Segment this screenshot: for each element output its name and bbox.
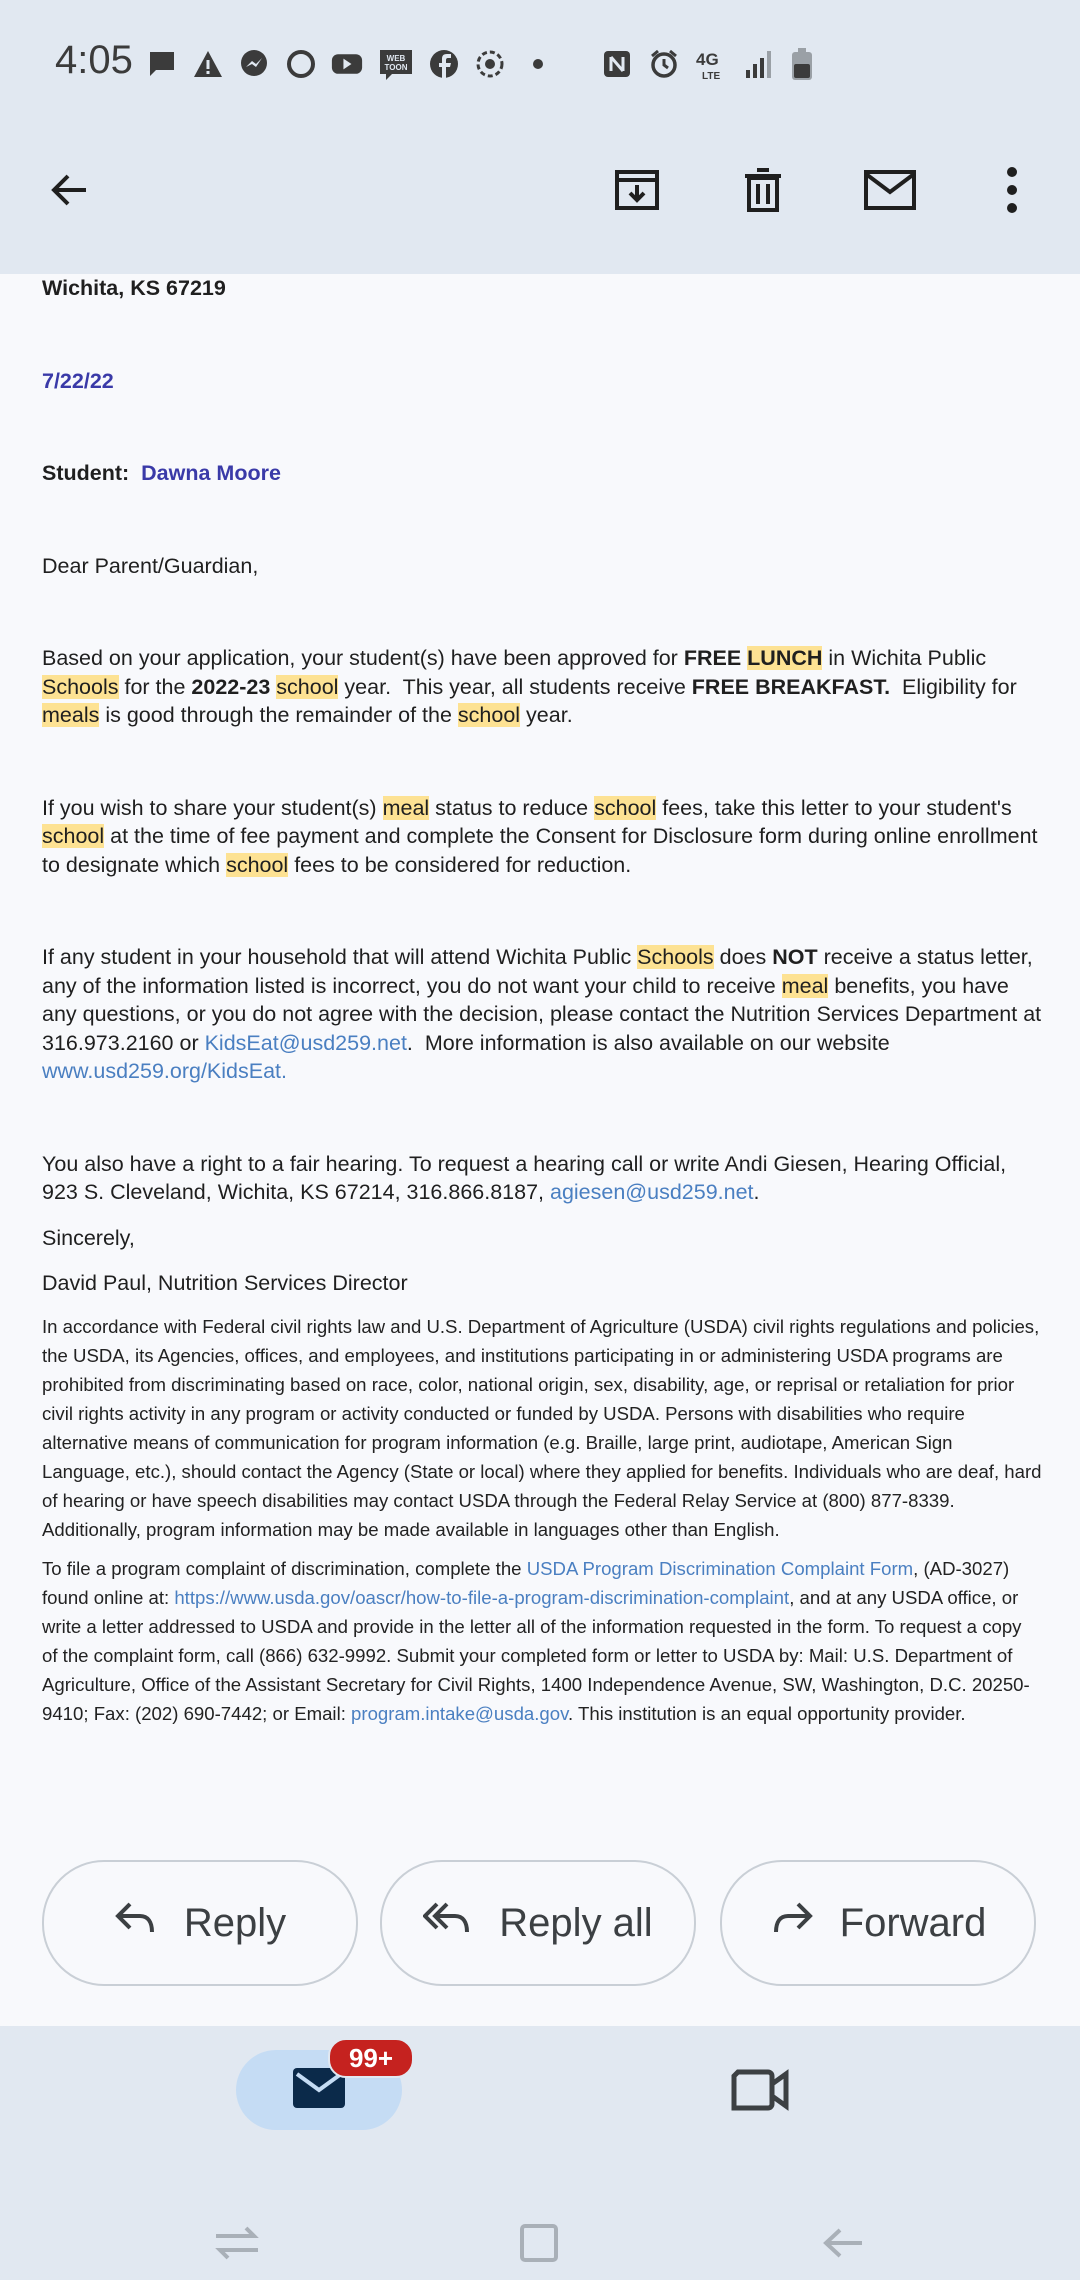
photos-icon — [474, 48, 506, 80]
search-highlight: LUNCH — [747, 646, 823, 670]
search-highlight: school — [594, 795, 657, 820]
signal-icon — [744, 48, 776, 80]
trash-icon[interactable] — [723, 150, 803, 230]
text: . More information is also available on our website — [406, 1030, 896, 1055]
closing: Sincerely, — [42, 1225, 135, 1250]
complaint-form-link[interactable]: USDA Program Discrimination Complaint Form — [526, 1557, 914, 1579]
text: . This institution is an equal opportunity provider. — [568, 1702, 966, 1724]
text: in Wichita Public — [822, 646, 993, 670]
text-bold: 2022-23 — [191, 674, 271, 699]
text: , (AD-3027) found online at: — [42, 1557, 1015, 1608]
forward-button[interactable] — [720, 1860, 1036, 1986]
usda-email-link[interactable]: program.intake@usda.gov — [351, 1702, 569, 1724]
paragraph-fee-reduction — [42, 794, 1042, 880]
text-bold: FREE — [683, 646, 748, 670]
text: at the time of fee payment and complete the Consent for Disclosure form during online enrollment to designate which — [42, 824, 1044, 877]
usda-url-link[interactable]: https://www.usda.gov/oascr/how-to-file-a-program-discrimination-complaint — [174, 1586, 790, 1608]
text: Eligibility for — [890, 674, 1023, 699]
text: for the — [118, 674, 192, 699]
text: To file a program complaint of discrimination, complete the — [42, 1557, 527, 1579]
address-line: Wichita, KS 67219 — [42, 276, 226, 300]
text: receive a status letter, any of the information listed is incorrect, you do not want your child to receive — [42, 945, 1039, 998]
search-highlight: meal — [382, 795, 430, 820]
text: year. This year, all students receive — [338, 674, 692, 699]
text: fees, take this letter to your student's — [656, 795, 1018, 820]
webtoon-icon — [378, 48, 414, 80]
youtube-icon — [331, 48, 363, 80]
top-app-area — [0, 0, 1080, 274]
circle-app-icon — [285, 48, 317, 80]
signature: David Paul, Nutrition Services Director — [42, 1271, 408, 1295]
complaint-statement — [42, 1554, 1042, 1728]
email-body — [42, 274, 1048, 1728]
forward-label: Forward — [839, 1900, 987, 1945]
video-camera-icon — [728, 2105, 792, 2122]
search-highlight: Schools — [637, 945, 714, 969]
search-highlight: Schools — [42, 674, 119, 699]
student-line — [42, 459, 1042, 488]
text: Based on your application, your student(s) have been approved for — [42, 646, 684, 670]
bottom-navigation — [0, 2026, 1080, 2280]
paragraph-hearing — [42, 1150, 1042, 1207]
more-vert-icon[interactable] — [972, 150, 1052, 230]
status-time: 4:05 — [55, 38, 133, 82]
svg-text:TOON: TOON — [384, 63, 408, 72]
text: fees to be considered for reduction. — [288, 852, 632, 877]
svg-text:WEB: WEB — [386, 54, 406, 63]
reply-label: Reply — [183, 1900, 287, 1945]
alarm-icon — [648, 48, 680, 80]
student-name: Dawna Moore — [141, 461, 281, 485]
alert-icon — [192, 48, 224, 80]
status-bar — [0, 0, 1080, 130]
4g-lte-icon — [694, 48, 734, 80]
recent-apps-icon[interactable] — [212, 2218, 262, 2268]
text: You also have a right to a fair hearing. To request a hearing call or write Andi Giesen, Hearing Official, 923 S. Cleveland, Wichita, KS 67214, 316.866.8187, — [42, 1151, 1013, 1204]
messenger-icon — [238, 48, 270, 80]
text: If you wish to share your student(s) — [42, 795, 383, 820]
reply-icon — [114, 1898, 158, 1948]
search-highlight: school — [42, 824, 105, 848]
message-icon — [146, 48, 178, 80]
svg-text:LTE: LTE — [702, 71, 721, 81]
reply-all-button[interactable] — [380, 1860, 696, 1986]
text-bold: NOT — [772, 945, 818, 969]
text: benefits, you have any questions, or you do not agree with the decision, please contact the Nutrition Services Department at 316.973.2160 or — [42, 973, 1048, 1055]
text: is good through the remainder of the — [99, 703, 458, 727]
home-button-icon[interactable] — [514, 2218, 564, 2268]
text: If any student in your household that will attend Wichita Public — [42, 945, 638, 969]
text: . — [753, 1180, 760, 1204]
greeting: Dear Parent/Guardian, — [42, 553, 259, 578]
nfc-icon — [601, 48, 633, 80]
search-highlight: meals — [42, 703, 100, 727]
facebook-icon — [428, 48, 460, 80]
reply-all-label: Reply all — [499, 1900, 653, 1945]
reply-all-icon — [423, 1898, 473, 1948]
paragraph-contact — [42, 943, 1048, 1086]
arrow-back-icon[interactable] — [30, 150, 110, 230]
search-highlight: school — [226, 852, 289, 877]
text: does — [713, 945, 773, 969]
text-bold: FREE BREAKFAST. — [691, 674, 891, 699]
website-link[interactable]: www.usd259.org/KidsEat. — [42, 1059, 287, 1083]
search-highlight: school — [276, 674, 339, 699]
student-label: Student: — [42, 461, 130, 485]
system-back-icon[interactable] — [818, 2218, 868, 2268]
unread-count-badge: 99+ — [328, 2038, 414, 2078]
letter-date: 7/22/22 — [42, 368, 114, 393]
dot-icon — [522, 48, 554, 80]
battery-icon — [786, 48, 818, 80]
email-link-agiesen[interactable]: agiesen@usd259.net — [549, 1180, 754, 1204]
text: , and at any USDA office, or write a letter addressed to USDA and provide in the letter all of the information requested in the form. To request a copy of the complaint form, call (866) 632-9992. Submit your completed form or letter to USDA by: Mail: U.S. Department of Agriculture, Office of the Assistant Secretary for Civil Rights, 1400 Independence Avenue, SW, Washington, D.C. 20250-9410; Fax: (202) 690-7442; or Email: — [42, 1586, 1030, 1724]
civil-rights-statement: In accordance with Federal civil rights law and U.S. Department of Agriculture (USDA) civil rights regulations and policies, the USDA, its Agencies, offices, and employees, and institutions participating in or administering USDA programs are prohibited from discriminating based on race, color, national origin, sex, disability, age, or reprisal or retaliation for prior civil rights activity in any program or activity conducted or funded by USDA. Persons with disabilities who require alternative means of communication for program information (e.g. Braille, large print, audiotape, American Sign Language, etc.), should contact the Agency (State or local) where they applied for benefits. Individuals who are deaf, hard of hearing or have speech disabilities may contact USDA through the Federal Relay Service at (800) 877-8339. Additionally, program information may be made available in languages other than English. — [42, 1315, 1042, 1540]
email-link-kidseat[interactable]: KidsEat@usd259.net — [204, 1030, 407, 1055]
svg-text:4G: 4G — [696, 50, 719, 69]
reply-actions — [42, 1860, 1042, 1986]
reply-button[interactable] — [42, 1860, 358, 1986]
archive-icon[interactable] — [597, 150, 677, 230]
text: year. — [520, 703, 573, 727]
search-highlight: meal — [781, 973, 829, 998]
text: status to reduce — [429, 795, 595, 820]
mail-icon[interactable] — [850, 150, 930, 230]
nav-meet-tab[interactable] — [728, 2062, 792, 2118]
forward-icon — [770, 1898, 814, 1948]
search-highlight: school — [457, 703, 521, 727]
paragraph-approval — [42, 644, 1042, 730]
email-toolbar — [0, 140, 1080, 240]
